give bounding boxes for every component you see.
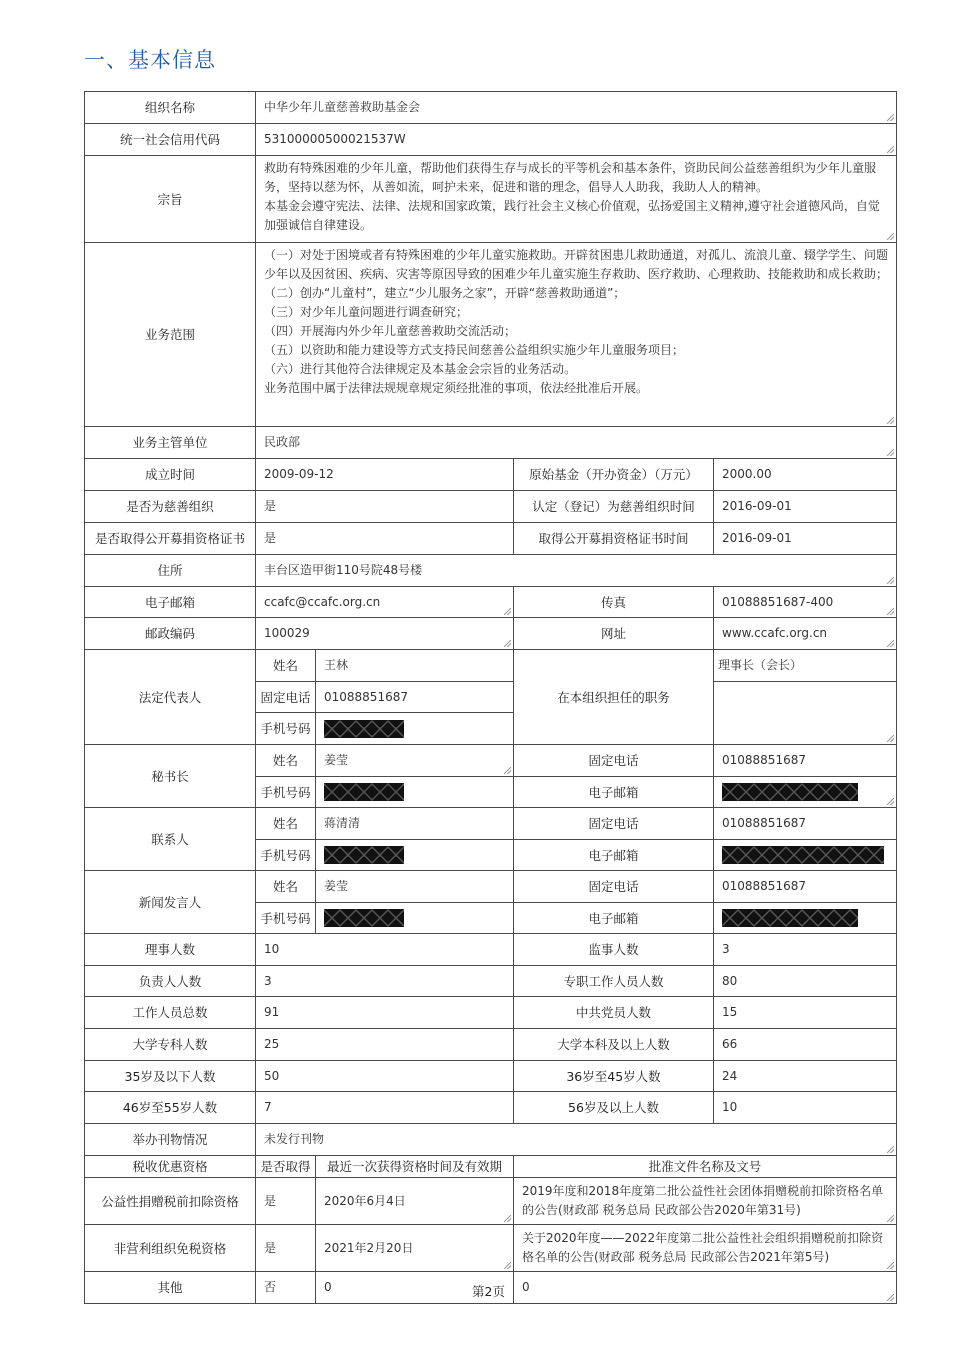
- page-number: 第2页: [472, 1284, 505, 1299]
- stat-value: 50: [256, 1061, 514, 1092]
- contact-email-label: 电子邮箱: [514, 840, 714, 871]
- scope-line: （六）进行其他符合法律规定及本基金会宗旨的业务活动。: [264, 362, 577, 376]
- email-value: ccafc@ccafc.org.cn: [256, 587, 514, 618]
- purpose-label: 宗旨: [85, 156, 256, 243]
- tax-row-obtained: 否: [256, 1272, 316, 1304]
- charity-date-value: 2016-09-01: [714, 491, 897, 523]
- contact-mobile-label: 手机号码: [256, 840, 316, 871]
- address-value: 丰台区造甲街110号院48号楼: [256, 555, 897, 587]
- secretary-mobile-label: 手机号码: [256, 777, 316, 808]
- redaction-mark: [324, 909, 404, 927]
- contact-name: 蒋清清: [316, 808, 514, 840]
- stat-value: 10: [714, 1092, 897, 1124]
- spokesman-name-label: 姓名: [256, 871, 316, 903]
- contact-name-label: 姓名: [256, 808, 316, 840]
- stat-label: 中共党员人数: [514, 997, 714, 1029]
- legal-rep-position-label: 在本组织担任的职务: [514, 650, 714, 745]
- supervisor-value: 民政部: [256, 427, 897, 459]
- website-label: 网址: [514, 618, 714, 650]
- purpose-value: [256, 156, 897, 243]
- stat-value: 10: [256, 934, 514, 966]
- publication-label: 举办刊物情况: [85, 1124, 256, 1156]
- secretary-email-label: 电子邮箱: [514, 777, 714, 808]
- tax-row-time: [316, 1272, 514, 1304]
- tax-header-obtained: 是否取得: [256, 1156, 316, 1178]
- address-label: 住所: [85, 555, 256, 587]
- credit-code-label: 统一社会信用代码: [85, 124, 256, 156]
- stat-value: 91: [256, 997, 514, 1029]
- scope-line: （一）对处于困境或者有特殊困难的少年儿童实施救助。开辟贫困患儿救助通道，对孤儿、流浪儿童、辍学学生、问题少年以及因贫困、疾病、灾害等原因导致的困难少年儿童实施生存救助、医疗救助、心理救助、技能救助和成长救助；: [264, 248, 889, 281]
- stat-label: 46岁至55岁人数: [85, 1092, 256, 1124]
- redaction-mark: [324, 783, 404, 801]
- purpose-paragraph-2: 本基金会遵守宪法、法律、法规和国家政策，践行社会主义核心价值观，弘扬爱国主义精神,遵守社会道德风尚，自觉加强诚信自律建设。: [264, 199, 880, 232]
- section-title: 一、基本信息: [84, 48, 216, 72]
- secretary-phone-label: 固定电话: [514, 745, 714, 777]
- secretary-label: 秘书长: [85, 745, 256, 808]
- stat-label: 负责人人数: [85, 966, 256, 997]
- scope-line: （四）开展海内外少年儿童慈善救助交流活动；: [264, 324, 517, 338]
- secretary-name: 姜莹: [316, 745, 514, 777]
- stat-label: 56岁及以上人数: [514, 1092, 714, 1124]
- postcode-label: 邮政编码: [85, 618, 256, 650]
- fund-label: 原始基金（开办资金）（万元）: [514, 459, 714, 491]
- basic-info-table: [84, 91, 897, 1304]
- spokesman-phone: 01088851687: [714, 871, 897, 903]
- secretary-phone: 01088851687: [714, 745, 897, 777]
- secretary-name-label: 姓名: [256, 745, 316, 777]
- scope-value: [256, 243, 897, 427]
- redaction-mark: [722, 909, 858, 927]
- purpose-paragraph-1: 救助有特殊困难的少年儿童，帮助他们获得生存与成长的平等机会和基本条件，资助民间公益慈善组织为少年儿童服务，坚持以慈为怀，从善如流，呵护未来，促进和谐的理念，倡导人人助我，我助人人的精神。: [264, 161, 877, 194]
- legal-rep-mobile-label: 手机号码: [256, 713, 316, 745]
- spokesman-mobile-label: 手机号码: [256, 903, 316, 934]
- tax-row-doc: 2019年度和2018年度第二批公益性社会团体捐赠税前扣除资格名单的公告(财政部 税务总局 民政部公告2020年第31号): [514, 1178, 897, 1225]
- redaction-mark: [324, 846, 404, 864]
- stat-label: 大学专科人数: [85, 1029, 256, 1061]
- spokesman-phone-label: 固定电话: [514, 871, 714, 903]
- stat-label: 专职工作人员人数: [514, 966, 714, 997]
- redaction-mark: [722, 846, 884, 864]
- contact-phone: 01088851687: [714, 808, 897, 840]
- fundraising-date-value: 2016-09-01: [714, 523, 897, 555]
- stat-value: 66: [714, 1029, 897, 1061]
- tax-row-doc: 0: [514, 1272, 897, 1304]
- scope-line: （二）创办“儿童村”，建立“少儿服务之家”，开辟“慈善救助通道”；: [264, 286, 626, 300]
- stat-value: 80: [714, 966, 897, 997]
- tax-row-obtained: 是: [256, 1178, 316, 1225]
- legal-rep-position-extra: [714, 682, 897, 745]
- founded-label: 成立时间: [85, 459, 256, 491]
- stat-value: 25: [256, 1029, 514, 1061]
- legal-rep-phone-label: 固定电话: [256, 682, 316, 713]
- stat-value: 15: [714, 997, 897, 1029]
- charity-date-label: 认定（登记）为慈善组织时间: [514, 491, 714, 523]
- legal-rep-label: 法定代表人: [85, 650, 256, 745]
- tax-row-time: 2021年2月20日: [316, 1225, 514, 1272]
- stat-value: 3: [256, 966, 514, 997]
- tax-header-time: 最近一次获得资格时间及有效期: [316, 1156, 514, 1178]
- website-value: www.ccafc.org.cn: [714, 618, 897, 650]
- fundraising-label: 是否取得公开募捐资格证书: [85, 523, 256, 555]
- fund-value: 2000.00: [714, 459, 897, 491]
- tax-row-time: 2020年6月4日: [316, 1178, 514, 1225]
- tax-row-name: 公益性捐赠税前扣除资格: [85, 1178, 256, 1225]
- email-label: 电子邮箱: [85, 587, 256, 618]
- legal-rep-position: 理事长（会长）: [714, 650, 897, 682]
- stat-value: 24: [714, 1061, 897, 1092]
- charity-value: 是: [256, 491, 514, 523]
- contact-phone-label: 固定电话: [514, 808, 714, 840]
- org-name-value: 中华少年儿童慈善救助基金会: [256, 92, 897, 124]
- secretary-mobile: [316, 777, 514, 808]
- legal-rep-phone: 01088851687: [316, 682, 514, 713]
- charity-label: 是否为慈善组织: [85, 491, 256, 523]
- spokesman-mobile: [316, 903, 514, 934]
- stat-value: 7: [256, 1092, 514, 1124]
- stat-label: 工作人员总数: [85, 997, 256, 1029]
- tax-header-doc: 批准文件名称及文号: [514, 1156, 897, 1178]
- legal-rep-name-label: 姓名: [256, 650, 316, 682]
- scope-line: 业务范围中属于法律法规规章规定须经批准的事项，依法经批准后开展。: [264, 381, 649, 395]
- stat-label: 36岁至45岁人数: [514, 1061, 714, 1092]
- supervisor-label: 业务主管单位: [85, 427, 256, 459]
- contact-label: 联系人: [85, 808, 256, 871]
- scope-line: （三）对少年儿童问题进行调查研究；: [264, 305, 469, 319]
- fax-label: 传真: [514, 587, 714, 618]
- fundraising-value: 是: [256, 523, 514, 555]
- legal-rep-name: 王林: [316, 650, 514, 682]
- redaction-mark: [722, 783, 858, 801]
- founded-value: 2009-09-12: [256, 459, 514, 491]
- redaction-mark: [324, 720, 404, 738]
- contact-email: [714, 840, 897, 871]
- credit-code-value: 53100000500021537W: [256, 124, 897, 156]
- stat-label: 大学本科及以上人数: [514, 1029, 714, 1061]
- fundraising-date-label: 取得公开募捐资格证书时间: [514, 523, 714, 555]
- stat-label: 监事人数: [514, 934, 714, 966]
- tax-row-name: 非营利组织免税资格: [85, 1225, 256, 1272]
- secretary-email: [714, 777, 897, 808]
- tax-row-obtained: 是: [256, 1225, 316, 1272]
- tax-row-time-text: 0: [324, 1280, 332, 1294]
- stat-value: 3: [714, 934, 897, 966]
- publication-value: 未发行刊物: [256, 1124, 897, 1156]
- fax-value: 01088851687-400: [714, 587, 897, 618]
- legal-rep-mobile: [316, 713, 514, 745]
- scope-line: （五）以资助和能力建设等方式支持民间慈善公益组织实施少年儿童服务项目；: [264, 343, 685, 357]
- stat-label: 理事人数: [85, 934, 256, 966]
- stat-label: 35岁及以下人数: [85, 1061, 256, 1092]
- spokesman-email: [714, 903, 897, 934]
- tax-header-name: 税收优惠资格: [85, 1156, 256, 1178]
- tax-row-doc: 关于2020年度——2022年度第二批公益性社会组织捐赠税前扣除资格名单的公告(财政部 税务总局 民政部公告2021年第5号): [514, 1225, 897, 1272]
- spokesman-name: 姜莹: [316, 871, 514, 903]
- spokesman-label: 新闻发言人: [85, 871, 256, 934]
- spokesman-email-label: 电子邮箱: [514, 903, 714, 934]
- contact-mobile: [316, 840, 514, 871]
- postcode-value: 100029: [256, 618, 514, 650]
- org-name-label: 组织名称: [85, 92, 256, 124]
- tax-row-name: 其他: [85, 1272, 256, 1304]
- scope-label: 业务范围: [85, 243, 256, 427]
